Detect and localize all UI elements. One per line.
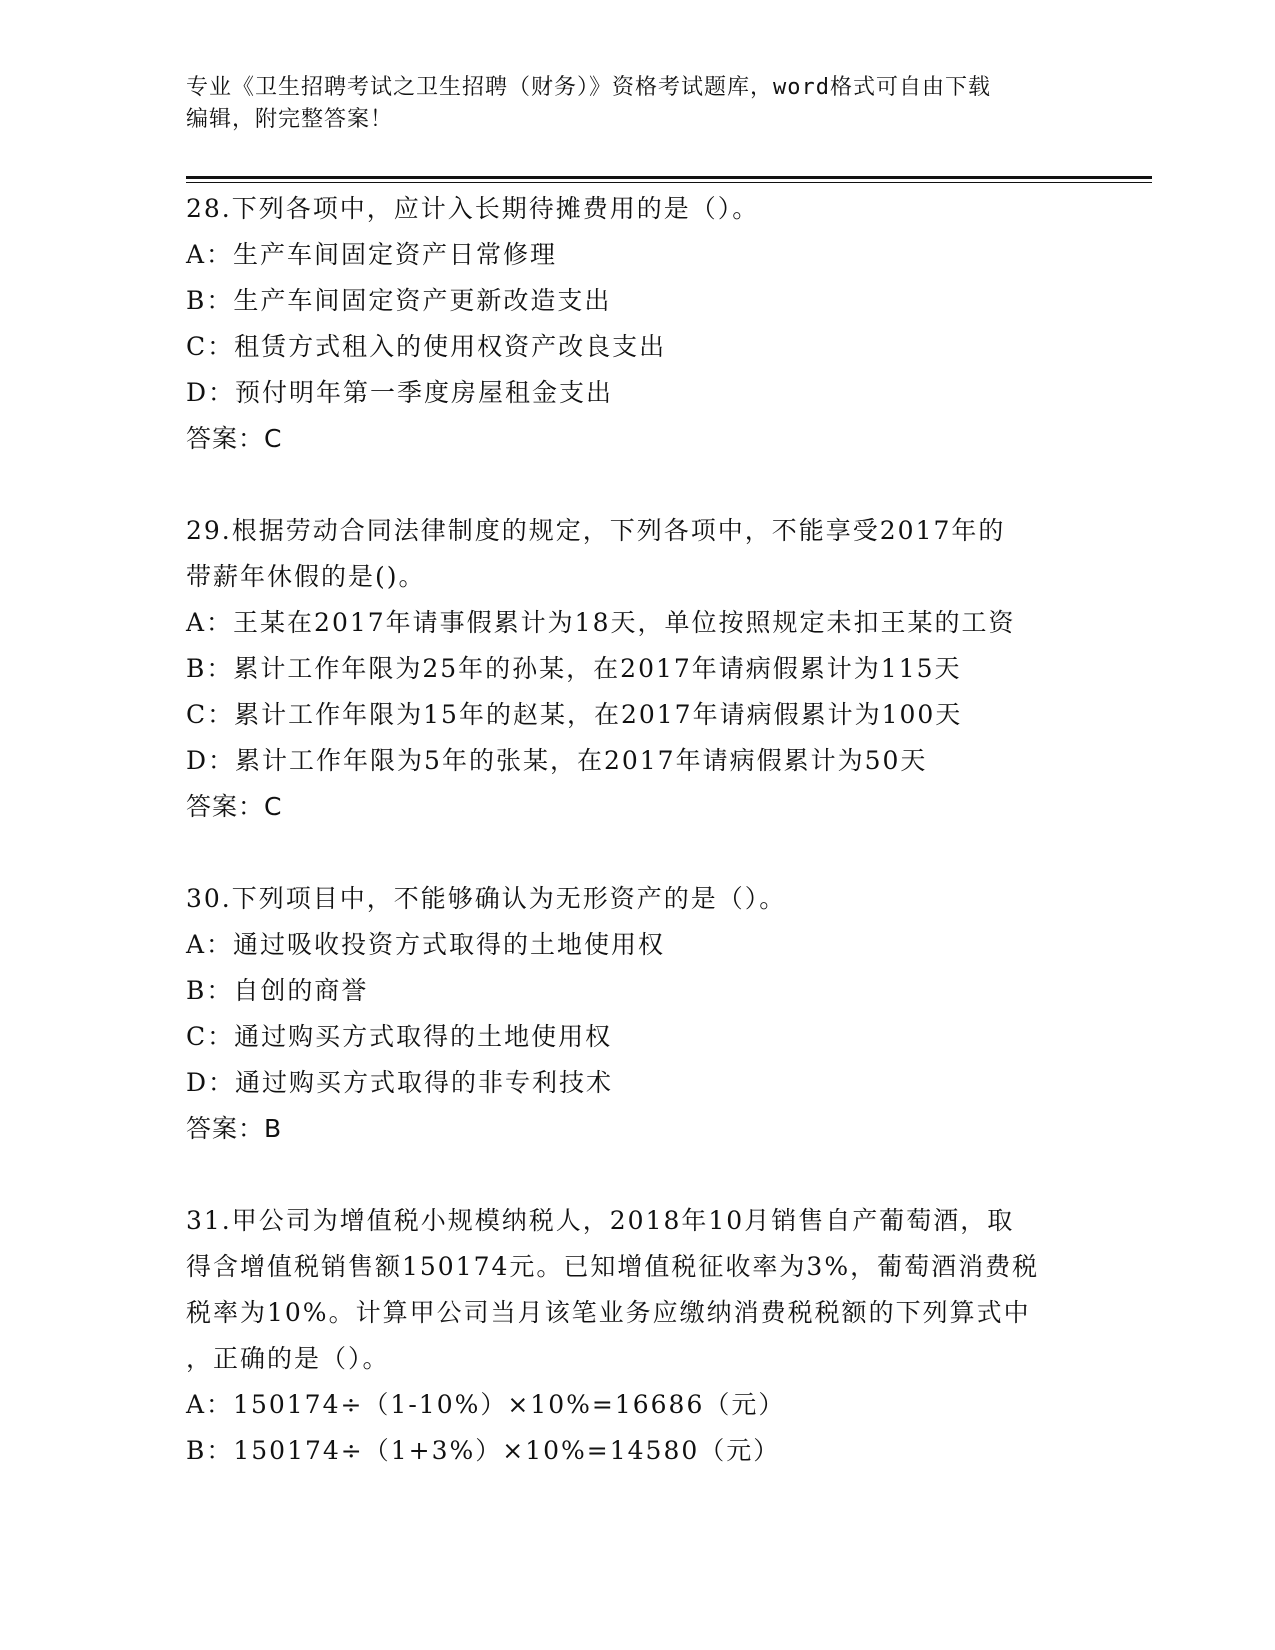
- option-b: B：150174÷（1+3%）×10%=14580（元）: [186, 1436, 781, 1465]
- header-divider-thick: [186, 176, 1152, 179]
- question-stem: [186, 186, 1086, 232]
- stem-line: 30.下列项目中，不能够确认为无形资产的是（）。: [186, 884, 787, 913]
- question-list: [186, 186, 1086, 1520]
- option-d: D：通过购买方式取得的非专利技术: [186, 1068, 614, 1097]
- option-a: A：通过吸收投资方式取得的土地使用权: [186, 930, 666, 959]
- stem-line: ，正确的是（）。: [186, 1344, 390, 1373]
- answer-text: 答案：B: [186, 1114, 283, 1143]
- option-c: C：累计工作年限为15年的赵某，在2017年请病假累计为100天: [186, 700, 963, 729]
- answer-text: 答案：C: [186, 424, 283, 453]
- question-29: [186, 508, 1086, 830]
- stem-line: 税率为10%。计算甲公司当月该笔业务应缴纳消费税税额的下列算式中: [186, 1298, 1031, 1327]
- stem-line: 得含增值税销售额150174元。已知增值税征收率为3%，葡萄酒消费税: [186, 1252, 1040, 1281]
- answer-text: 答案：C: [186, 792, 283, 821]
- option-b: B：生产车间固定资产更新改造支出: [186, 286, 612, 315]
- option-a: A：生产车间固定资产日常修理: [186, 240, 558, 269]
- header-divider-thin: [186, 182, 1152, 183]
- option-d: D：累计工作年限为5年的张某，在2017年请病假累计为50天: [186, 746, 928, 775]
- header-line-1: 专业《卫生招聘考试之卫生招聘（财务）》资格考试题库，word格式可自由下载: [186, 75, 991, 100]
- question-31: [186, 1198, 1086, 1474]
- question-stem: [186, 876, 1086, 922]
- question-28: [186, 186, 1086, 462]
- document-header: [186, 72, 1086, 136]
- question-stem: [186, 1198, 1086, 1382]
- option-a: A：150174÷（1-10%）×10%=16686（元）: [186, 1390, 786, 1419]
- header-line-2: 编辑，附完整答案！: [186, 107, 394, 132]
- option-c: C：通过购买方式取得的土地使用权: [186, 1022, 613, 1051]
- question-stem: [186, 508, 1086, 600]
- question-30: [186, 876, 1086, 1152]
- stem-line: 28.下列各项中，应计入长期待摊费用的是（）。: [186, 194, 760, 223]
- option-c: C：租赁方式租入的使用权资产改良支出: [186, 332, 667, 361]
- stem-line: 29.根据劳动合同法律制度的规定，下列各项中，不能享受2017年的: [186, 516, 1006, 545]
- option-b: B：自创的商誉: [186, 976, 369, 1005]
- stem-line: 带薪年休假的是()。: [186, 562, 426, 591]
- option-d: D：预付明年第一季度房屋租金支出: [186, 378, 614, 407]
- option-b: B：累计工作年限为25年的孙某，在2017年请病假累计为115天: [186, 654, 962, 683]
- stem-line: 31.甲公司为增值税小规模纳税人，2018年10月销售自产葡萄酒，取: [186, 1206, 1015, 1235]
- option-a: A：王某在2017年请事假累计为18天，单位按照规定未扣王某的工资: [186, 608, 1016, 637]
